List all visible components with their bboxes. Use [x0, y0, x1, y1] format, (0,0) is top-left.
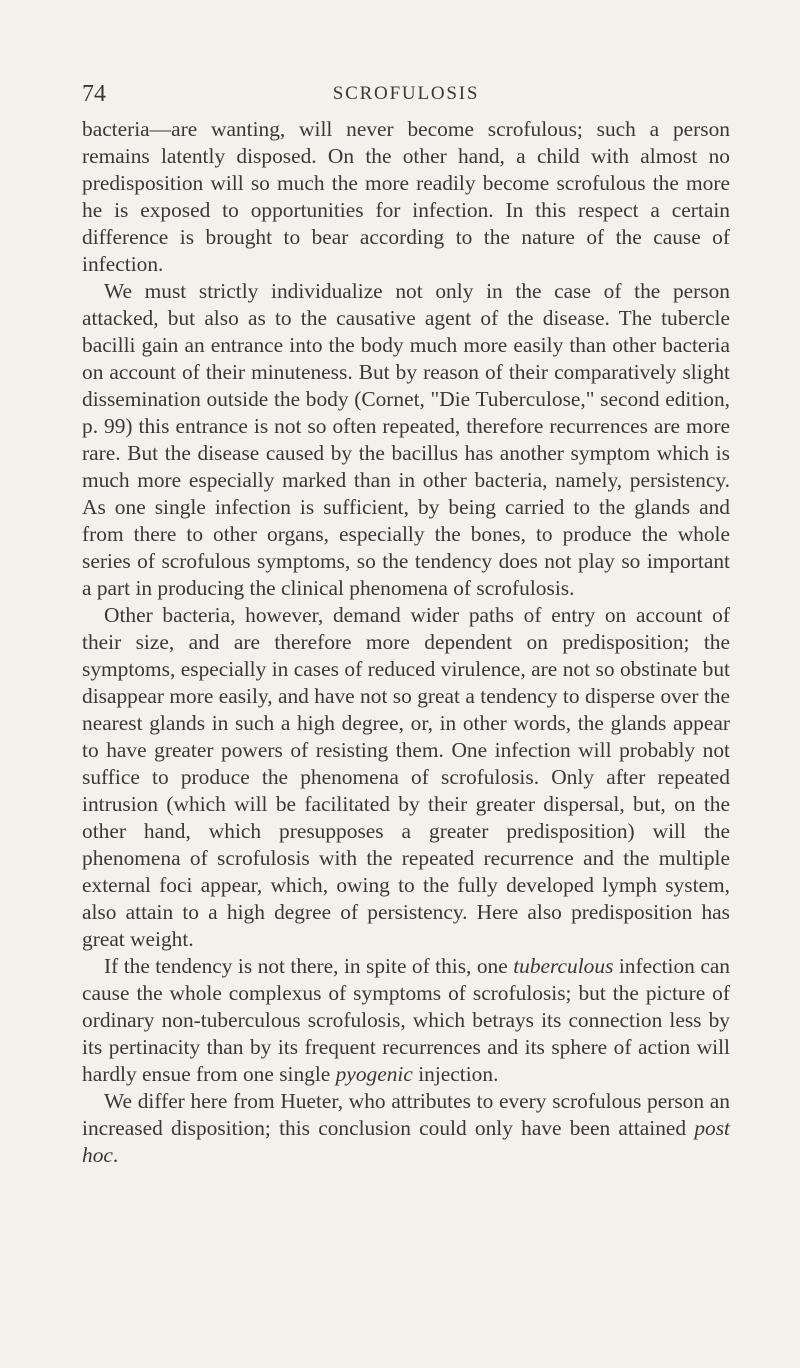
paragraph-5-part-2: . [112, 1143, 119, 1167]
paragraph-4-part-3: injection. [412, 1062, 499, 1086]
paragraph-5-part-1: We differ here from Hueter, who attributes to every scrofulous person an increased disposition; this conclusion could only have been attained [82, 1089, 730, 1140]
paragraph-4-part-2: infection can cause the whole complexus of symptoms of scrofulosis; but the picture of ordinary non-tuberculous scrofulosis, which betrays its connection less by its pertinacity than by its frequent recurrences and its sphere of action will hardly ensue from one single [82, 954, 731, 1086]
paragraph-5-emphasis-1: post hoc [82, 1116, 730, 1167]
paragraph-4-emphasis-1: tuberculous [513, 954, 614, 978]
paragraph-2: We must strictly individualize not only in the case of the person attacked, but also as to the causative agent of the disease. The tubercle bacilli gain an entrance into the body much more easily than other bacteria on account of their minuteness. But by reason of their comparatively slight dissemination outside the body (Cornet, "Die Tuberculose," second edition, p. 99) this entrance is not so often repeated, therefore recurrences are more rare. But the disease caused by the bacillus has another symptom which is much more especially marked than in other bacteria, namely, persistency. As one single infection is sufficient, by being carried to the glands and from there to other organs, especially the bones, to produce the whole series of scrofulous symptoms, so the tendency does not play so important a part in producing the clinical phenomena of scrofulosis. [82, 279, 730, 600]
page-number: 74 [82, 81, 106, 107]
paragraph-5 [82, 1088, 730, 1169]
paragraph-1: bacteria—are wanting, will never become scrofulous; such a person remains latently disposed. On the other hand, a child with almost no predisposition will so much the more readily become scrofulous the more he is exposed to opportunities for infection. In this respect a certain difference is brought to bear according to the nature of the cause of infection. [82, 117, 730, 276]
paragraph-4-part-1: If the tendency is not there, in spite of this, one [104, 954, 514, 978]
paragraph-3: Other bacteria, however, demand wider paths of entry on account of their size, and are therefore more dependent on predisposition; the symptoms, especially in cases of reduced virulence, are not so obstinate but disappear more easily, and have not so great a tendency to disperse over the nearest glands in such a high degree, or, in other words, the glands appear to have greater powers of resisting them. One infection will probably not suffice to produce the phenomena of scrofulosis. Only after repeated intrusion (which will be facilitated by their greater dispersal, but, on the other hand, which presupposes a greater predisposition) will the phenomena of scrofulosis with the repeated recurrence and the multiple external foci appear, which, owing to the fully developed lymph system, also attain to a high degree of persistency. Here also predisposition has great weight. [82, 603, 730, 951]
paragraph-4-emphasis-2: pyogenic [335, 1062, 413, 1086]
paragraph-4 [82, 953, 730, 1088]
page-header [82, 80, 730, 108]
body-text [82, 116, 730, 1169]
running-head: SCROFULOSIS [332, 83, 480, 104]
